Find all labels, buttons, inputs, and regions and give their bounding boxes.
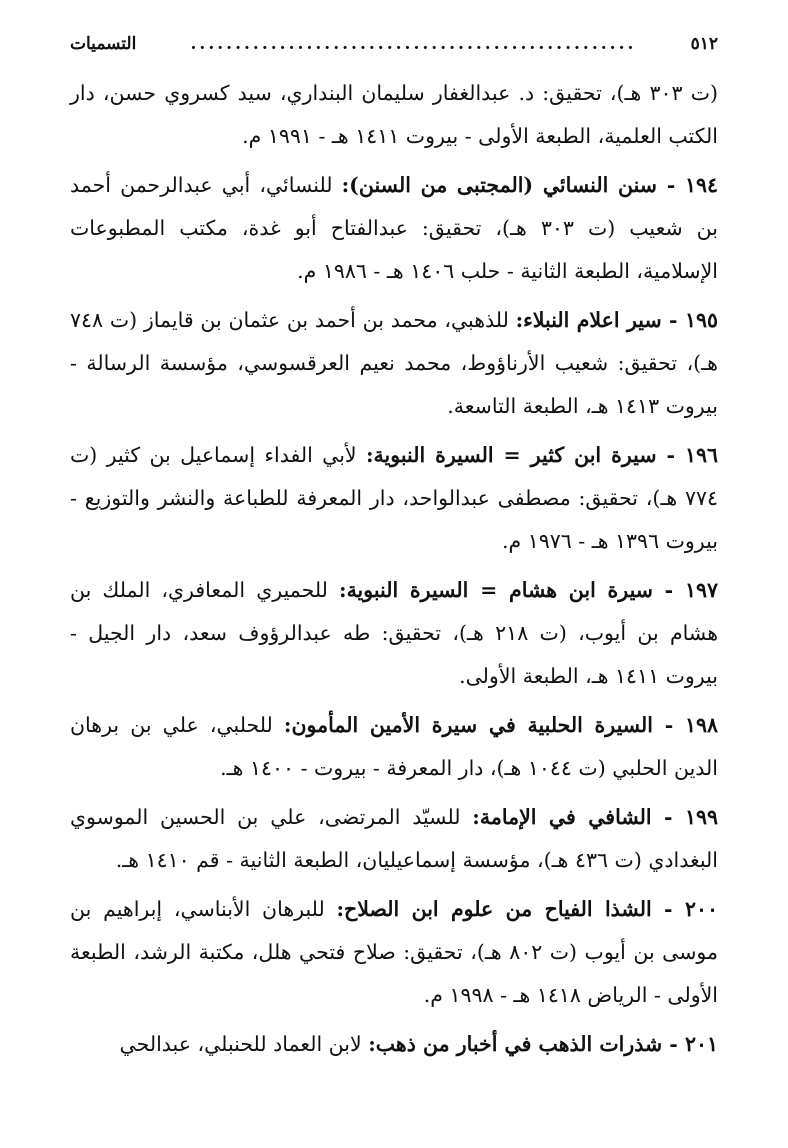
entry-details: (ت ٣٠٣ هـ)، تحقيق: د. عبدالغفار سليمان البنداري، سيد كسروي حسن، دار الكتب العلمية، الطبعة الأولى - بيروت ١٤١١ هـ - ١٩٩١ م. [70, 81, 718, 148]
page-number: ٥١٢ [690, 34, 718, 54]
bibliography-entry [70, 1023, 718, 1066]
entry-title: ١٩٧ - سيرة ابن هشام = السيرة النبوية: [339, 578, 718, 602]
entry-title: ٢٠٠ - الشذا الفياح من علوم ابن الصلاح: [336, 897, 718, 921]
entry-details: لأبي الفداء إسماعيل بن كثير (ت ٧٧٤ هـ)، تحقيق: مصطفى عبدالواحد، دار المعرفة للطباعة والنشر والتوزيع - بيروت ١٣٩٦ هـ - ١٩٧٦ م. [70, 443, 718, 553]
entry-title: ١٩٥ - سير اعلام النبلاء: [515, 308, 718, 332]
bibliography-entry [70, 704, 718, 790]
bibliography-body [70, 72, 718, 1072]
entry-details: للسيّد المرتضى، علي بن الحسين الموسوي البغدادي (ت ٤٣٦ هـ)، مؤسسة إسماعيليان، الطبعة الثانية - قم ١٤١٠ هـ. [70, 805, 718, 872]
entry-details: للذهبي، محمد بن أحمد بن عثمان بن قايماز (ت ٧٤٨ هـ)، تحقيق: شعيب الأرناؤوط، محمد نعيم العرقسوسي، مؤسسة الرسالة - بيروت ١٤١٣ هـ، الطبعة التاسعة. [70, 308, 718, 418]
entry-details: للنسائي، أبي عبدالرحمن أحمد بن شعيب (ت ٣٠٣ هـ)، تحقيق: عبدالفتاح أبو غدة، مكتب المطبوعات الإسلامية، الطبعة الثانية - حلب ١٤٠٦ هـ - ١٩٨٦ م. [70, 173, 718, 283]
bibliography-entry [70, 72, 718, 158]
bibliography-entry [70, 888, 718, 1017]
entry-details: لابن العماد للحنبلي، عبدالحي [119, 1032, 369, 1056]
header-leader-dots: .................................................. [190, 34, 637, 54]
entry-details: للحلبي، علي بن برهان الدين الحلبي (ت ١٠٤٤ هـ)، دار المعرفة - بيروت - ١٤٠٠ هـ. [70, 713, 718, 780]
entry-title: ١٩٨ - السيرة الحلبية في سيرة الأمين المأمون: [283, 713, 718, 737]
entry-title: ٢٠١ - شذرات الذهب في أخبار من ذهب: [368, 1032, 718, 1056]
entry-details: للبرهان الأبناسي، إبراهيم بن موسى بن أيوب (ت ٨٠٢ هـ)، تحقيق: صلاح فتحي هلل، مكتبة الرشد، الطبعة الأولى - الرياض ١٤١٨ هـ - ١٩٩٨ م. [70, 897, 718, 1007]
entry-title: ١٩٩ - الشافي في الإمامة: [472, 805, 718, 829]
entry-title: ١٩٦ - سيرة ابن كثير = السيرة النبوية: [365, 443, 718, 467]
bibliography-entry [70, 796, 718, 882]
bibliography-entry [70, 434, 718, 563]
header-title: التسميات [70, 34, 137, 54]
bibliography-entry [70, 569, 718, 698]
entry-title: ١٩٤ - سنن النسائي (المجتبى من السنن): [341, 173, 718, 197]
entry-details: للحميري المعافري، الملك بن هشام بن أيوب، (ت ٢١٨ هـ)، تحقيق: طه عبدالرؤوف سعد، دار الجيل - بيروت ١٤١١ هـ، الطبعة الأولى. [70, 578, 719, 688]
running-header [70, 24, 718, 54]
bibliography-entry [70, 164, 718, 293]
bibliography-entry [70, 299, 718, 428]
